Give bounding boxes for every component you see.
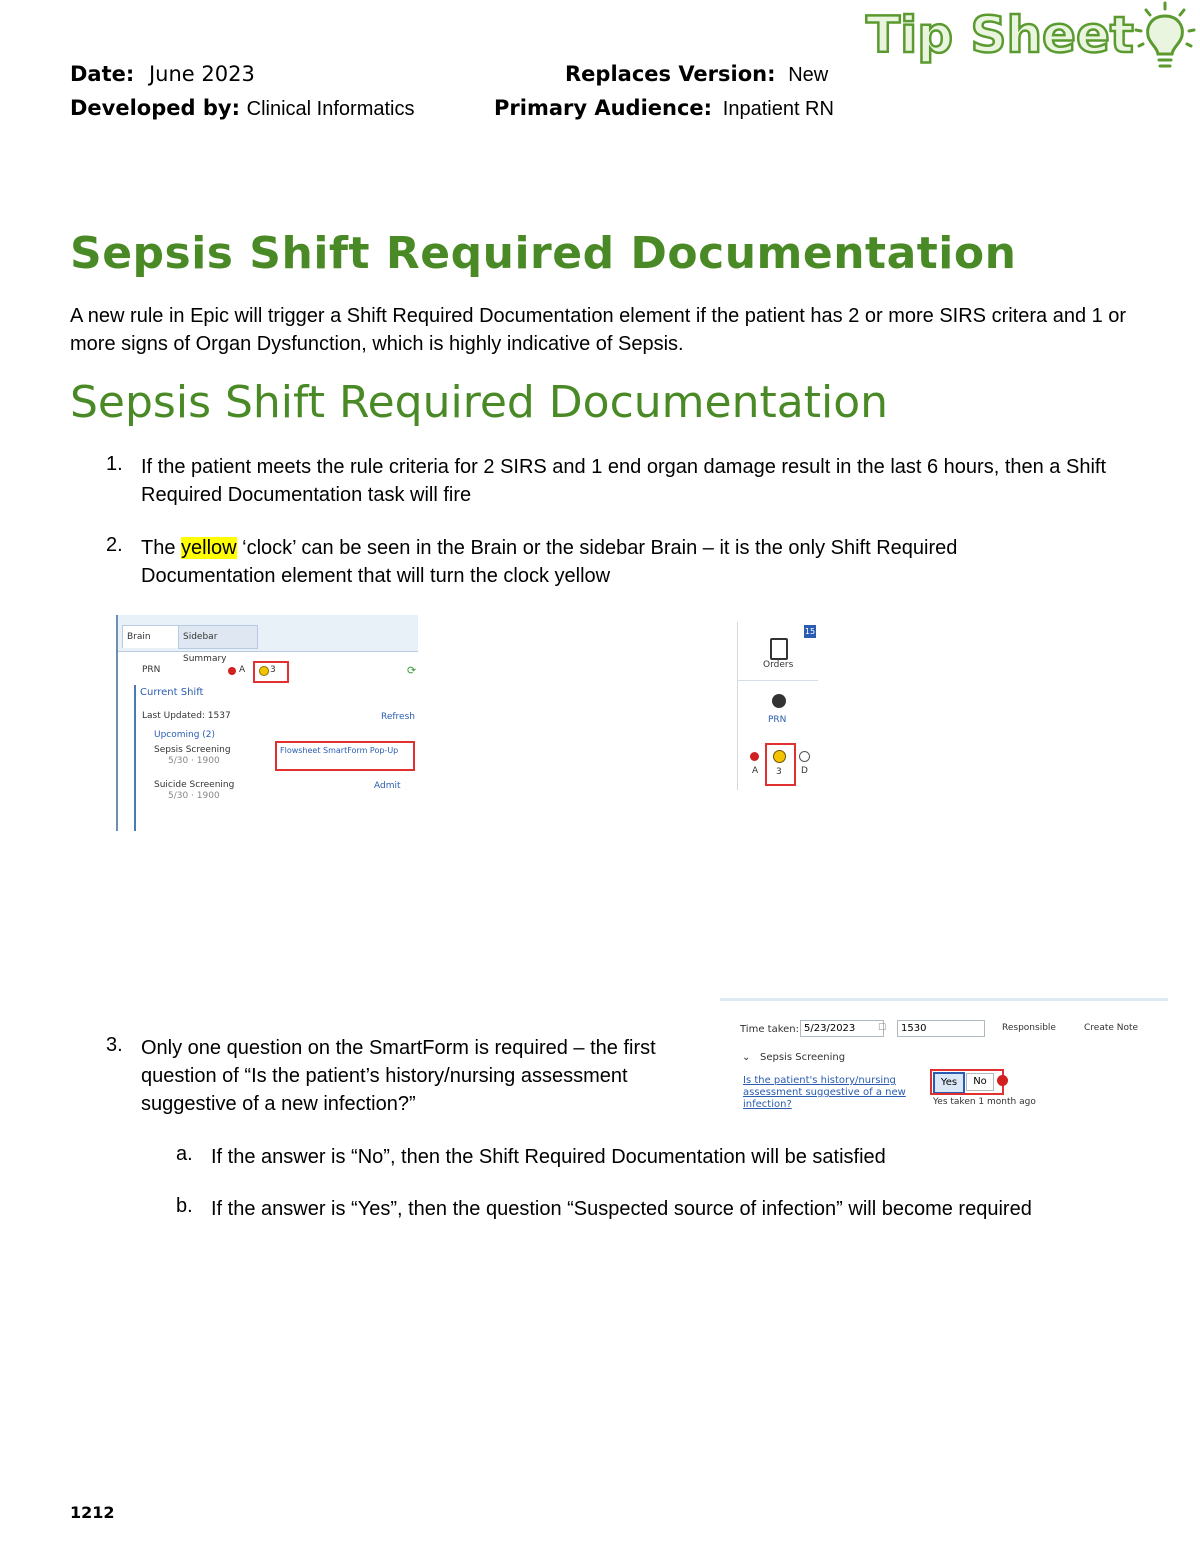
page-title: Sepsis Shift Required Documentation (70, 228, 1017, 279)
tab-brain[interactable]: Brain (122, 625, 184, 648)
refresh-icon[interactable]: ⟳ (407, 664, 417, 677)
prn-icon (772, 694, 786, 708)
last-updated-text: Last Updated: 1537 (142, 711, 231, 721)
date-field[interactable]: 5/23/2023 (800, 1020, 884, 1037)
current-shift-label: Current Shift (140, 687, 204, 698)
callout-box (930, 1069, 1004, 1095)
audience-label: Primary Audience: (494, 96, 713, 120)
sidebar-a-label: A (752, 766, 759, 776)
step-1-number: 1. (106, 453, 123, 475)
step-2-post: ‘clock’ can be seen in the Brain or the sidebar Brain – it is the only Shift Required Documentation element that will turn the clock yellow (141, 537, 958, 587)
upcoming-label[interactable]: Upcoming (2) (154, 730, 216, 740)
sub-b-letter: b. (176, 1195, 193, 1217)
time-field[interactable]: 1530 (897, 1020, 985, 1037)
yes-taken-note: Yes taken 1 month ago (933, 1097, 1036, 1107)
date-value: June 2023 (148, 62, 255, 86)
infection-question: Is the patient's history/nursing assessment suggestive of a new infection? (743, 1075, 906, 1110)
sepsis-screening-label: Sepsis Screening (154, 745, 231, 755)
date-line (70, 64, 255, 85)
developed-label: Developed by: (70, 96, 240, 120)
audience-value: Inpatient RN (722, 98, 834, 120)
replaces-label: Replaces Version: (565, 62, 776, 86)
orders-label[interactable]: Orders (763, 660, 794, 670)
responsible-button[interactable]: Responsible (1002, 1023, 1056, 1033)
divider (738, 680, 818, 681)
chevron-down-icon[interactable]: ⌄ (742, 1052, 751, 1063)
step-2-text (141, 534, 1041, 590)
step-2-pre: The (141, 537, 176, 559)
step-1-text: If the patient meets the rule criteria for 2 SIRS and 1 end organ damage result in the last 6 hours, then a Shift Required Documentation task will fire (141, 456, 1106, 506)
section-bar (134, 685, 136, 831)
date-label: Date: (70, 62, 135, 86)
prn-icon[interactable]: PRN (142, 665, 161, 675)
sub-b-text: If the answer is “Yes”, then the question “Suspected source of infection” will become required (211, 1198, 1032, 1220)
clock-icon (799, 751, 810, 762)
sub-a-text: If the answer is “No”, then the Shift Required Documentation will be satisfied (211, 1146, 886, 1168)
required-icon (997, 1075, 1008, 1086)
brain-a-label: A (239, 665, 246, 675)
yes-button[interactable]: Yes (933, 1072, 965, 1094)
create-note-button[interactable]: Create Note (1084, 1023, 1139, 1033)
alert-dot-icon (228, 667, 236, 675)
refresh-link[interactable]: Refresh (381, 712, 415, 722)
sepsis-smartform-link[interactable]: Flowsheet SmartForm Pop-Up (280, 746, 399, 755)
sub-a-letter: a. (176, 1143, 193, 1165)
calendar-icon[interactable]: ☐ (878, 1023, 887, 1033)
lightbulb-icon (1130, 0, 1200, 74)
tab-sidebar-summary[interactable]: Sidebar Summary (178, 625, 258, 649)
suicide-time: 5/30 · 1900 (168, 791, 220, 801)
yellow-highlight: yellow (181, 537, 237, 559)
sepsis-time: 5/30 · 1900 (168, 756, 220, 766)
suicide-admit-link[interactable]: Admit (374, 781, 401, 791)
brain-tabbar (118, 615, 418, 664)
step-2-number: 2. (106, 534, 123, 556)
no-button[interactable]: No (966, 1073, 994, 1091)
callout-box (253, 661, 289, 683)
replaces-line (565, 64, 828, 85)
sidebar-brain-screenshot (737, 622, 818, 790)
count-badge: 15 (804, 627, 816, 636)
prn-label[interactable]: PRN (768, 715, 787, 725)
sepsis-screening-section: Sepsis Screening (760, 1052, 846, 1063)
sidebar-3-label: 3 (776, 767, 782, 777)
replaces-value: New (788, 64, 829, 86)
brain-3-label: 3 (270, 665, 276, 675)
developed-value: Clinical Informatics (246, 98, 415, 120)
callout-box (275, 741, 415, 771)
developed-line (70, 98, 414, 119)
section-heading: Sepsis Shift Required Documentation (70, 377, 888, 428)
brain-panel-screenshot (116, 615, 418, 831)
page-number: 1212 (70, 1503, 115, 1522)
alert-dot-icon (750, 752, 759, 761)
orders-icon (770, 638, 788, 660)
step-3-number: 3. (106, 1034, 123, 1056)
sidebar-d-label: D (801, 766, 808, 776)
step-3-text: Only one question on the SmartForm is required – the first question of “Is the patient’s history/nursing assessment suggestive of a new infection?” (141, 1037, 656, 1115)
callout-box (765, 743, 796, 786)
suicide-screening-label: Suicide Screening (154, 780, 235, 790)
audience-line (494, 98, 834, 119)
tip-sheet-logo-text: Tip Sheet (866, 6, 1134, 64)
intro-paragraph: A new rule in Epic will trigger a Shift Required Documentation element if the patient has 2 or more SIRS critera and 1 or more signs of Organ Dysfunction, which is highly indicative of Sepsis. (70, 305, 1127, 355)
time-taken-label: Time taken: (740, 1024, 799, 1035)
smartform-screenshot (720, 998, 1168, 1113)
